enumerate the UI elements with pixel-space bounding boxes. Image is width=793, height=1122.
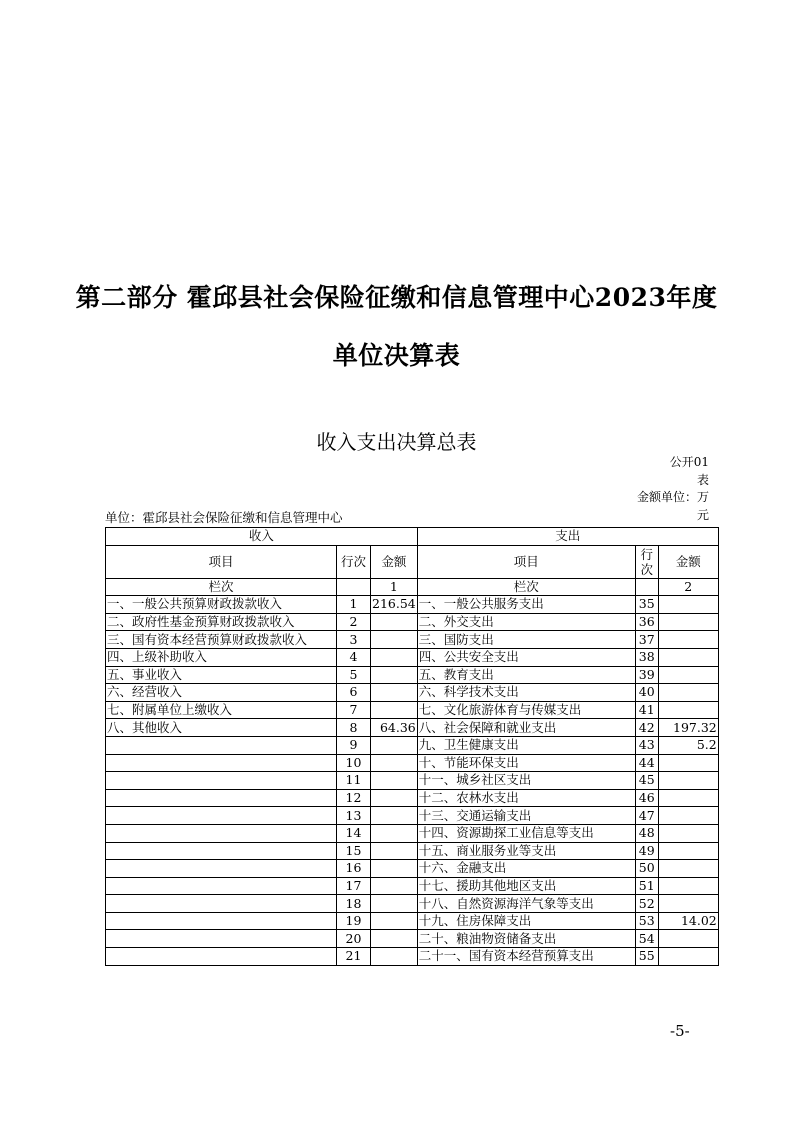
in-amt-cell: [371, 701, 418, 719]
table-row: [106, 877, 719, 895]
out-item-cell: 十五、商业服务业等支出: [417, 842, 635, 860]
in-item-cell: [106, 860, 337, 878]
out-item-cell: 九、卫生健康支出: [417, 736, 635, 754]
in-item-cell: 七、附属单位上缴收入: [106, 701, 337, 719]
out-no-cell: 49: [635, 842, 658, 860]
document-title-line2: 单位决算表: [332, 341, 461, 370]
in-amt-cell: [371, 772, 418, 790]
in-item-header: 项目: [106, 545, 337, 578]
out-amt-cell: [658, 648, 718, 666]
out-amt-cell: [658, 842, 718, 860]
out-item-cell: 五、教育支出: [417, 666, 635, 684]
in-amt-cell: [371, 631, 418, 649]
in-amt-cell: [371, 736, 418, 754]
header-row-columns: [106, 545, 719, 578]
expense-header: 支出: [417, 528, 718, 546]
in-no-cell: 12: [337, 789, 371, 807]
table-row: [106, 930, 719, 948]
income-header: 收入: [106, 528, 418, 546]
out-item-cell: 十、节能环保支出: [417, 754, 635, 772]
in-no-cell: 13: [337, 807, 371, 825]
out-item-cell: 十九、住房保障支出: [417, 912, 635, 930]
out-no-cell: 51: [635, 877, 658, 895]
out-amt-cell: [658, 666, 718, 684]
in-item-cell: [106, 895, 337, 913]
in-amt-cell: [371, 860, 418, 878]
out-amt-cell: [658, 596, 718, 614]
unit-label: 单位：霍邱县社会保险征缴和信息管理中心: [105, 510, 343, 525]
amount-unit-line2: 元: [696, 507, 709, 522]
in-no-cell: 2: [337, 613, 371, 631]
out-amt-cell: [658, 631, 718, 649]
in-amt-cell: [371, 807, 418, 825]
in-item-cell: [106, 754, 337, 772]
page-number: -5-: [670, 1022, 690, 1040]
in-no-cell: 5: [337, 666, 371, 684]
out-amt-cell: [658, 860, 718, 878]
out-no-cell: 47: [635, 807, 658, 825]
table-row: [106, 807, 719, 825]
out-no-cell: 52: [635, 895, 658, 913]
out-item-cell: 六、科学技术支出: [417, 684, 635, 702]
in-item-cell: 三、国有资本经营预算财政拨款收入: [106, 631, 337, 649]
table-row: [106, 719, 719, 737]
empty-cell: [635, 578, 658, 596]
out-no-cell: 55: [635, 948, 658, 966]
table-row: [106, 596, 719, 614]
header-row-sections: [106, 528, 719, 546]
col1-number: 1: [371, 578, 418, 596]
in-amt-cell: 216.54: [372, 596, 416, 612]
in-no-cell: 6: [337, 684, 371, 702]
in-item-cell: 五、事业收入: [106, 666, 337, 684]
in-amt-cell: [371, 648, 418, 666]
in-amt-cell: [371, 666, 418, 684]
out-column-no-label: 栏次: [417, 578, 635, 596]
out-amt-cell: [658, 877, 718, 895]
in-row-no-header: 行次: [337, 545, 371, 578]
out-amt-cell: [658, 824, 718, 842]
row-no-char2: 次: [640, 561, 653, 577]
out-amt-cell: [658, 772, 718, 790]
in-item-cell: 八、其他收入: [106, 719, 337, 737]
in-amt-cell: 64.36: [371, 719, 418, 737]
out-no-cell: 46: [635, 789, 658, 807]
out-no-cell: 53: [635, 912, 658, 930]
in-item-cell: [106, 789, 337, 807]
out-amt-cell: [658, 701, 718, 719]
out-no-cell: 50: [635, 860, 658, 878]
table-row: [106, 684, 719, 702]
table-row: [106, 912, 719, 930]
in-amount-header: 金额: [371, 545, 418, 578]
table-row: [106, 631, 719, 649]
table-row: [106, 824, 719, 842]
in-amt-cell: [371, 842, 418, 860]
amount-unit-line1: 金额单位：万: [636, 490, 709, 504]
in-no-cell: 9: [337, 736, 371, 754]
in-amt-cell: [371, 613, 418, 631]
in-item-cell: 二、政府性基金预算财政拨款收入: [106, 613, 337, 631]
out-item-cell: 十一、城乡社区支出: [417, 772, 635, 790]
out-item-cell: 十七、援助其他地区支出: [417, 877, 635, 895]
out-item-header: 项目: [417, 545, 635, 578]
in-no-cell: 10: [337, 754, 371, 772]
in-no-cell: 7: [337, 701, 371, 719]
table-row: [106, 613, 719, 631]
out-amt-cell: [658, 807, 718, 825]
col2-number: 2: [658, 578, 718, 596]
in-amt-cell: [371, 877, 418, 895]
in-amt-cell: [371, 824, 418, 842]
in-item-cell: [106, 912, 337, 930]
table-row: [106, 948, 719, 966]
out-no-cell: 41: [635, 701, 658, 719]
in-item-cell: [106, 842, 337, 860]
column-number-row: [106, 578, 719, 596]
out-amt-cell: 5.2: [658, 736, 718, 754]
in-no-cell: 17: [337, 877, 371, 895]
out-amt-cell: [658, 789, 718, 807]
out-item-cell: 二十一、国有资本经营预算支出: [417, 948, 635, 966]
out-amount-header: 金额: [658, 545, 718, 578]
table-row: [106, 772, 719, 790]
in-amt-cell: [371, 754, 418, 772]
out-item-cell: 十八、自然资源海洋气象等支出: [417, 895, 635, 913]
in-item-cell: 六、经营收入: [106, 684, 337, 702]
in-amt-cell: [371, 912, 418, 930]
out-amt-cell: 14.02: [658, 912, 718, 930]
in-amt-cell: [371, 895, 418, 913]
out-item-cell: 三、国防支出: [417, 631, 635, 649]
out-item-cell: 十四、资源勘探工业信息等支出: [417, 824, 635, 842]
row-no-char1: 行: [640, 546, 653, 562]
in-item-cell: 四、上级补助收入: [106, 648, 337, 666]
form-number-line2: 表: [696, 472, 709, 487]
out-amt-cell: [658, 948, 718, 966]
in-item-cell: [106, 772, 337, 790]
in-amt-cell: [371, 789, 418, 807]
out-amt-cell: [658, 895, 718, 913]
in-item-cell: [106, 877, 337, 895]
in-item-cell: [106, 824, 337, 842]
out-no-cell: 48: [635, 824, 658, 842]
out-no-cell: 43: [635, 736, 658, 754]
table-row: [106, 860, 719, 878]
out-no-cell: 38: [635, 648, 658, 666]
table-row: [106, 842, 719, 860]
in-no-cell: 11: [337, 772, 371, 790]
in-no-cell: 19: [337, 912, 371, 930]
out-item-cell: 二、外交支出: [417, 613, 635, 631]
out-item-cell: 八、社会保障和就业支出: [417, 719, 635, 737]
out-no-cell: 39: [635, 666, 658, 684]
table-row: [106, 789, 719, 807]
in-amt-cell: [371, 930, 418, 948]
document-title-line1: 第二部分 霍邱县社会保险征缴和信息管理中心2023年度: [75, 283, 718, 312]
out-no-cell: 40: [635, 684, 658, 702]
out-item-cell: 十二、农林水支出: [417, 789, 635, 807]
out-no-cell: 36: [635, 613, 658, 631]
in-amt-cell: [371, 948, 418, 966]
form-number: [619, 454, 709, 489]
out-amt-cell: [658, 930, 718, 948]
in-no-cell: 14: [337, 824, 371, 842]
in-no-cell: 3: [337, 631, 371, 649]
in-item-cell: [106, 948, 337, 966]
table-row: [106, 666, 719, 684]
amount-unit: [619, 489, 709, 524]
in-item-cell: [106, 930, 337, 948]
out-item-cell: 二十、粮油物资储备支出: [417, 930, 635, 948]
out-item-cell: 七、文化旅游体育与传媒支出: [417, 701, 635, 719]
in-no-cell: 16: [337, 860, 371, 878]
table-row: [106, 701, 719, 719]
out-item-cell: 十三、交通运输支出: [417, 807, 635, 825]
out-no-cell: 44: [635, 754, 658, 772]
table-row: [106, 648, 719, 666]
out-no-cell: 35: [635, 596, 658, 614]
in-item-cell: 一、一般公共预算财政拨款收入: [106, 596, 337, 614]
out-amt-cell: [658, 684, 718, 702]
table-title: 收入支出决算总表: [316, 430, 477, 454]
form-number-line1: 公开01: [669, 455, 709, 469]
out-item-cell: 四、公共安全支出: [417, 648, 635, 666]
in-item-cell: [106, 807, 337, 825]
in-no-cell: 20: [337, 930, 371, 948]
out-item-cell: 十六、金融支出: [417, 860, 635, 878]
income-expense-table: [105, 527, 719, 966]
out-no-cell: 42: [635, 719, 658, 737]
in-no-cell: 18: [337, 895, 371, 913]
out-amt-cell: [658, 754, 718, 772]
in-no-cell: 1: [337, 596, 371, 614]
out-amt-cell: [658, 613, 718, 631]
out-item-cell: 一、一般公共服务支出: [417, 596, 635, 614]
out-amt-cell: 197.32: [658, 719, 718, 737]
out-no-cell: 45: [635, 772, 658, 790]
in-no-cell: 15: [337, 842, 371, 860]
table-row: [106, 754, 719, 772]
out-no-cell: 54: [635, 930, 658, 948]
in-item-cell: [106, 736, 337, 754]
table-row: [106, 895, 719, 913]
table-row: [106, 736, 719, 754]
in-no-cell: 21: [337, 948, 371, 966]
in-no-cell: 8: [337, 719, 371, 737]
out-no-cell: 37: [635, 631, 658, 649]
in-amt-cell: [371, 684, 418, 702]
in-column-no-label: 栏次: [106, 578, 337, 596]
empty-cell: [337, 578, 371, 596]
out-row-no-header: [635, 545, 658, 578]
in-no-cell: 4: [337, 648, 371, 666]
